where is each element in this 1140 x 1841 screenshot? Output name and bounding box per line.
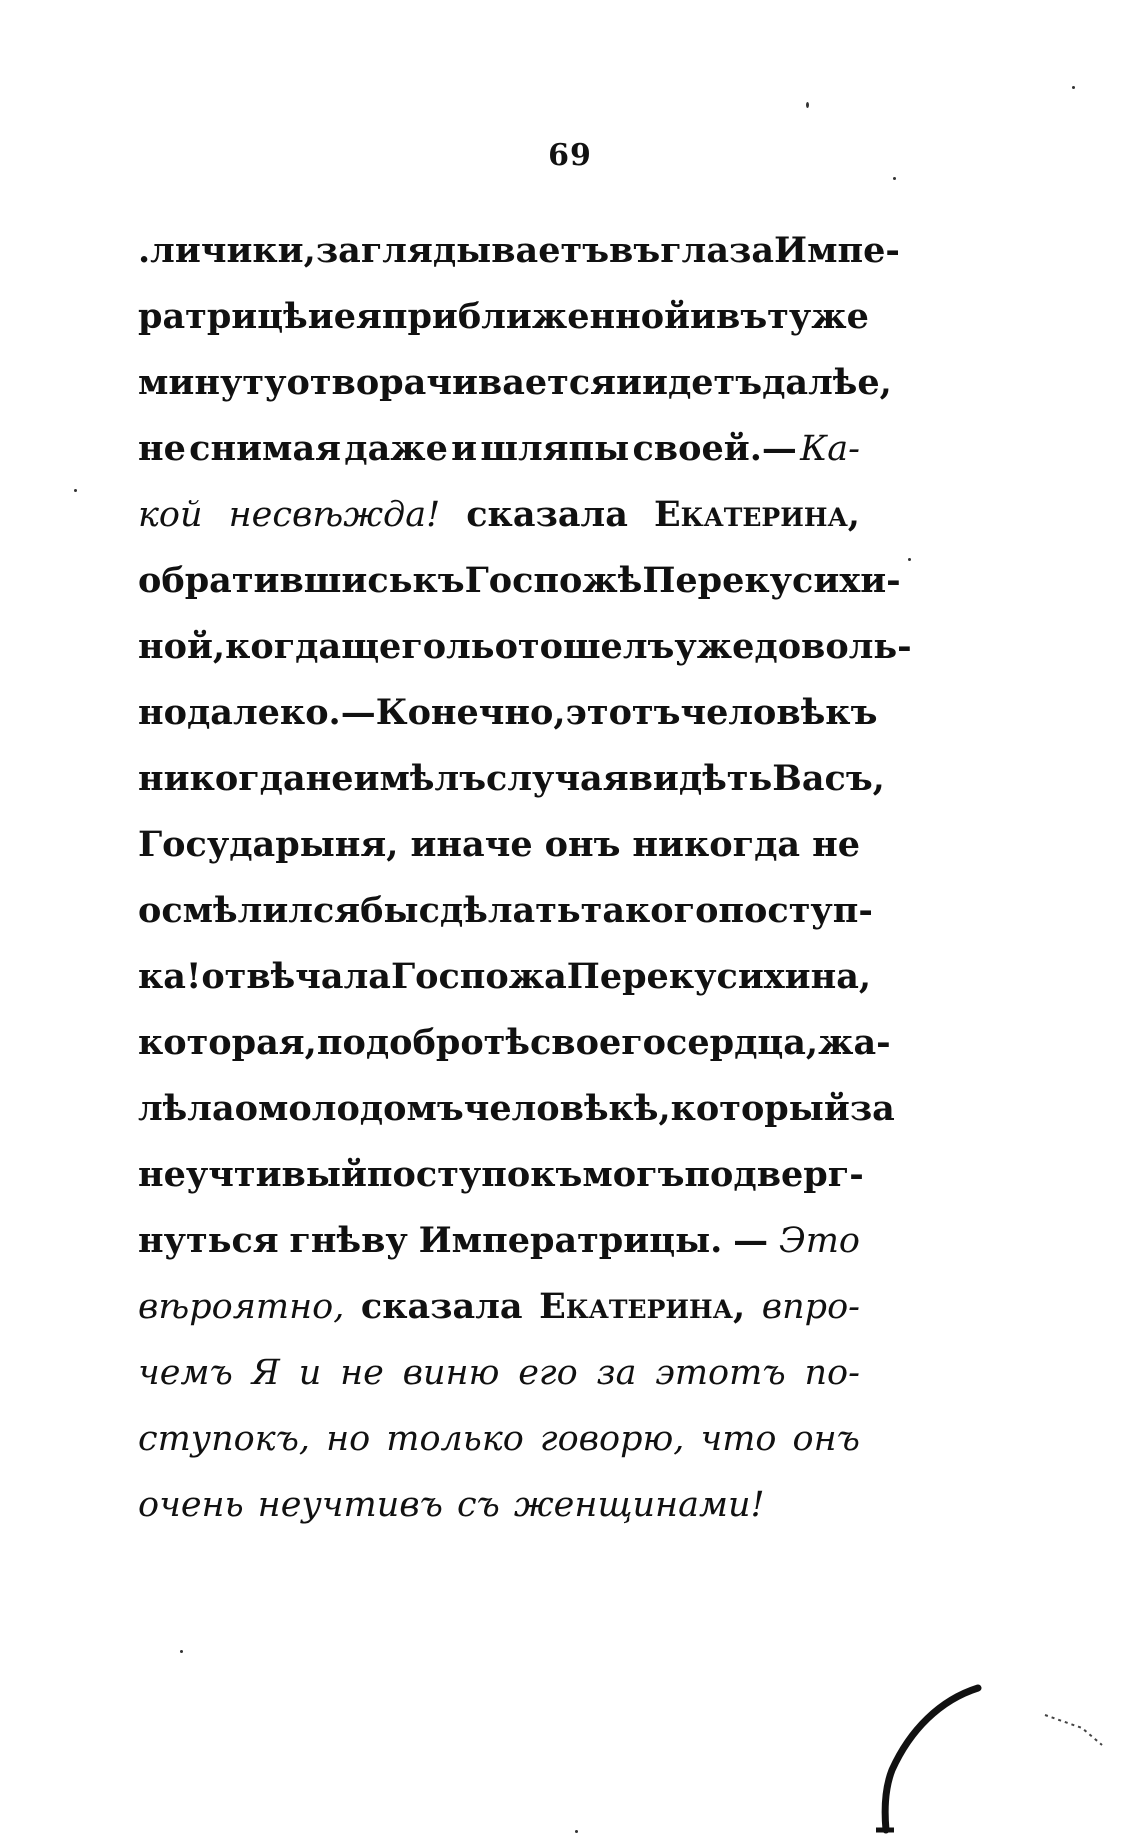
text-line [138,944,872,1010]
word: имѣлъ [353,758,487,799]
word: Импе- [774,230,900,271]
text-line [138,1406,860,1472]
word: заглядываетъ [315,230,610,271]
word: доволь- [754,626,912,667]
word: неучтивъ [257,1485,443,1525]
word: ка! [138,956,202,997]
word: далѣе, [762,362,892,403]
word: онъ [792,1419,860,1459]
text-line [138,1208,860,1274]
text-line [138,878,873,944]
word: сказала [360,1286,523,1327]
word: по [316,1022,366,1063]
word: сердца, [666,1022,819,1063]
word: глаза [660,230,775,271]
word: снимая [189,428,341,469]
word: такого [580,890,719,931]
word: этотъ [565,692,681,733]
text-line [138,1274,860,1340]
text-line [138,1472,860,1538]
word: ной, [138,626,226,667]
text-line [138,548,901,614]
word: туже [767,296,869,337]
word: шляпы [480,428,630,469]
word: сдѣлать [418,890,581,931]
word: обратившись [138,560,413,601]
text-line [138,416,860,482]
word: минуту [138,362,287,403]
word: Я [251,1353,280,1393]
word: впро- [761,1287,860,1327]
scan-speck [806,102,809,108]
ink-mark-icon [870,1680,1120,1840]
page-number: 69 [548,138,592,173]
word: которая, [138,1022,317,1063]
word: къ [412,560,465,601]
word: женщинами! [513,1485,765,1525]
word: Васъ, [772,758,885,799]
text-line [138,812,860,878]
text-line [138,746,885,812]
word: отвѣчала [201,956,391,997]
body-text [138,218,912,1538]
scan-speck [575,1830,578,1833]
word: добротѣ [365,1022,530,1063]
word: и [307,296,334,337]
word: жа- [818,1022,891,1063]
word: Екатерина, [653,494,860,535]
word: нуться [138,1220,279,1261]
word: этотъ [655,1353,786,1393]
word: въ [609,230,661,271]
word: щеголь [341,626,495,667]
word: виню [402,1353,500,1393]
word: и [451,428,478,469]
word: за [849,1088,895,1129]
word: Государыня, [138,824,399,865]
word: и [690,296,716,337]
word: иначе [410,824,533,865]
word: — [340,692,376,733]
word: въ [716,296,768,337]
text-line [138,614,912,680]
word: Перекусихи- [642,560,901,601]
word: видѣть [628,758,773,799]
word: далеко. [186,692,341,733]
word: говорю, [539,1419,685,1459]
text-line [138,1010,891,1076]
word: даже [344,428,448,469]
word: поступокъ [366,1154,583,1195]
word: уже [674,626,755,667]
word: онъ [544,824,621,865]
word: кой [138,495,203,535]
word: Императрицы. [418,1220,723,1261]
word: Екатерина, [539,1286,746,1327]
word: могъ [582,1154,685,1195]
word: когда [225,626,342,667]
word: человѣкъ [680,692,878,733]
word: что [700,1419,777,1459]
word: несвѣжда! [228,495,441,535]
text-line [138,1076,895,1142]
scan-speck [180,1650,183,1653]
word: чемъ [138,1353,233,1393]
word: Это [778,1221,860,1261]
word: Ка- [800,429,860,469]
scan-speck [893,177,896,180]
word: гнѣву [289,1220,408,1261]
word: своей.— [632,428,797,469]
word: подверг- [684,1154,864,1195]
word: и [616,362,642,403]
word: своего [529,1022,667,1063]
word: Перекусихина, [566,956,872,997]
word: не [812,824,860,865]
word: отворачивается [286,362,617,403]
word: человѣкѣ, [463,1088,671,1129]
text-line [138,284,869,350]
word: сказала [466,494,628,535]
word: молодомъ [258,1088,464,1129]
text-line [138,1340,860,1406]
word: никогда [138,758,306,799]
scan-speck [1072,86,1075,89]
word: только [386,1419,524,1459]
word: ратрицѣ [138,296,308,337]
word: случая [486,758,629,799]
word: не [138,428,186,469]
word: о [234,1088,259,1129]
word: съ [456,1485,500,1525]
word: не [340,1353,384,1393]
word: за [596,1353,637,1393]
word: вѣроятно, [138,1287,345,1327]
word: поступ- [718,890,873,931]
word: не [305,758,354,799]
word: идетъ [642,362,763,403]
word: никогда [632,824,801,865]
word: по- [804,1353,860,1393]
text-line [138,1142,864,1208]
word: лѣла [138,1088,235,1129]
word: ея [333,296,382,337]
word: Госпожѣ [464,560,643,601]
word: — [733,1220,769,1261]
word: Госпожа [390,956,567,997]
text-line [138,350,892,416]
word: бы [360,890,419,931]
word: Конечно, [375,692,566,733]
scan-speck [74,489,77,492]
scan-speck [908,558,911,561]
word: который [670,1088,850,1129]
word: .личики, [138,230,316,271]
word: его [518,1353,578,1393]
word: но [326,1419,371,1459]
text-line [138,680,878,746]
word: отошелъ [494,626,675,667]
word: приближенной [381,296,691,337]
word: неучтивый [138,1154,367,1195]
text-line [138,218,900,284]
word: осмѣлился [138,890,361,931]
word: очень [138,1485,244,1525]
word: и [298,1353,322,1393]
text-line [138,482,860,548]
word: но [138,692,187,733]
word: ступокъ, [138,1419,311,1459]
